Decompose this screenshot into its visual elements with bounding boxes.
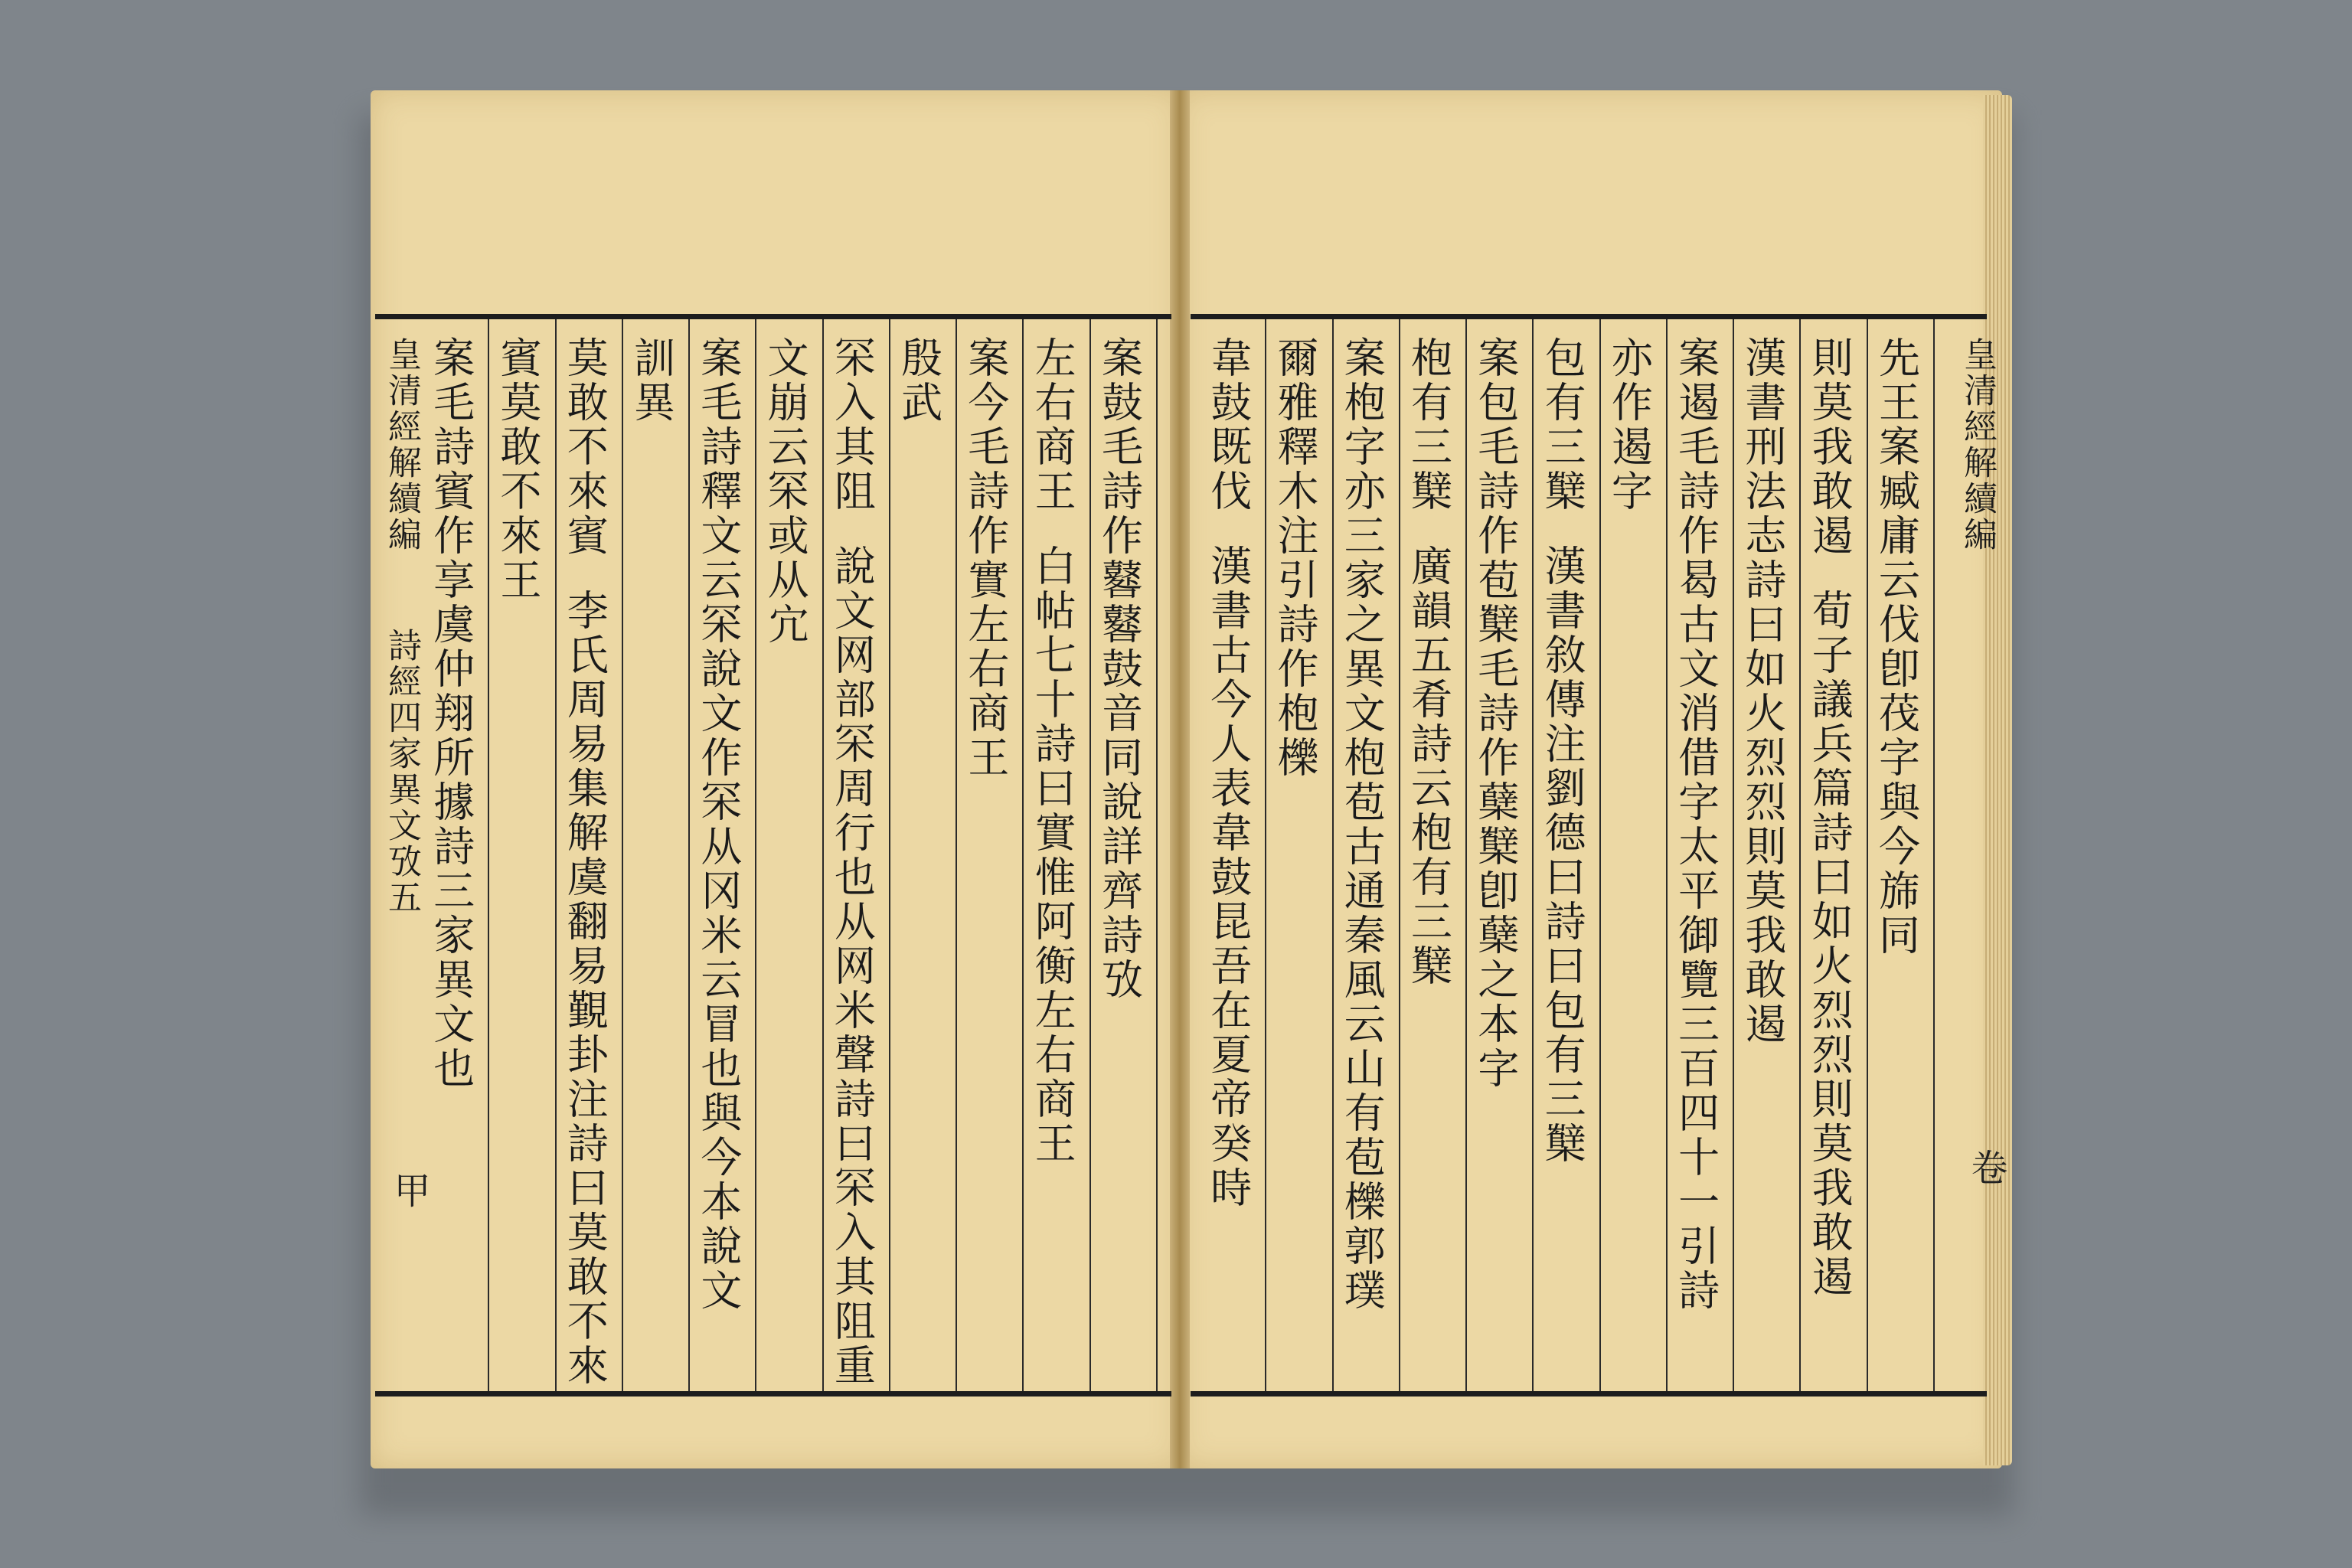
text-column [962, 336, 1008, 780]
column-rule [488, 319, 489, 1391]
column-text-main: 左右商王 [1028, 336, 1077, 514]
column-rule [956, 319, 957, 1391]
text-column [495, 336, 541, 603]
column-text-main: 包有三櫱 [1538, 336, 1587, 514]
column-text-main: 案毛詩賓作享虞仲翔所據詩三家異文也 [426, 336, 475, 1091]
left-margin-title: 皇清經解續編 [382, 337, 421, 553]
left-folio: 甲 [387, 1171, 430, 1208]
text-column [828, 336, 877, 1388]
right-folio: 卷 [1965, 1148, 2007, 1185]
column-text-main: 案鼓毛詩作鼛鼛鼓音同說詳齊詩攷 [1095, 336, 1144, 1002]
column-text-cited: 李氏周易集解虞翻易覲卦注詩曰莫敢不來 [560, 589, 609, 1388]
text-column [1029, 336, 1075, 1166]
column-rule [755, 319, 756, 1391]
text-column [428, 336, 474, 1091]
column-rule [889, 319, 890, 1391]
column-text-main: 案包毛詩作苞櫱毛詩作蘖櫱卽蘖之本字 [1471, 336, 1520, 1091]
column-rule [1022, 319, 1024, 1391]
column-text-main: 漢書刑法志詩曰如火烈烈則莫我敢遏 [1738, 336, 1787, 1047]
column-rule [1532, 319, 1534, 1391]
column-text-main: 爾雅釋木注引詩作枹櫟 [1271, 336, 1319, 780]
column-rule [1465, 319, 1467, 1391]
text-column [1272, 336, 1318, 780]
column-text-main: 先王案臧庸云伐卽茷字與今旆同 [1872, 336, 1921, 958]
text-column [695, 336, 741, 1313]
text-column [896, 336, 942, 425]
page-edges [1983, 95, 2012, 1465]
column-rule [555, 319, 557, 1391]
column-text-main: 莫敢不來賓 [560, 336, 609, 558]
text-column [1605, 336, 1654, 514]
text-column [762, 336, 808, 647]
column-text-main: 案遏毛詩作曷古文消借字太平御覽三百四十一引詩 [1671, 336, 1720, 1313]
text-column [1673, 336, 1719, 1313]
column-rule [822, 319, 824, 1391]
column-text-main: 案枹字亦三家之異文枹苞古通秦風云山有苞櫟郭璞 [1338, 336, 1387, 1313]
left-text-frame [375, 314, 1171, 1396]
column-rule [1265, 319, 1266, 1391]
text-column [561, 336, 607, 1388]
text-column [1338, 336, 1387, 1313]
column-rule [1867, 319, 1868, 1391]
book-gutter [1170, 90, 1190, 1468]
column-text-cited: 說文网部罙周行也从网米聲詩曰罙入其阻重 [828, 544, 877, 1388]
column-text-cited: 漢書古今人表韋鼓昆吾在夏帝癸時 [1204, 544, 1253, 1210]
text-column [1406, 336, 1452, 988]
column-rule [688, 319, 690, 1391]
column-rule [1399, 319, 1400, 1391]
column-rule [1799, 319, 1801, 1391]
text-column [1740, 336, 1785, 1047]
column-text-main: 訓異 [627, 336, 676, 425]
column-text-cited: 漢書敘傳注劉德曰詩曰包有三櫱 [1538, 544, 1587, 1166]
right-margin-title: 皇清經解續編 [1958, 337, 1997, 553]
column-text-main: 文崩云罙或从宂 [761, 336, 810, 647]
column-text-main: 殷武 [894, 336, 943, 425]
column-text-main: 韋鼓既伐 [1204, 336, 1253, 514]
column-rule [1733, 319, 1734, 1391]
column-rule [1599, 319, 1601, 1391]
text-column [1205, 336, 1251, 1210]
text-column [1806, 336, 1852, 1299]
column-text-cited: 白帖七十詩曰實惟阿衡左右商王 [1028, 544, 1077, 1166]
right-text-frame [1191, 314, 1987, 1396]
column-text-main: 枹有三櫱 [1404, 336, 1453, 514]
column-text-main: 則莫我敢遏 [1805, 336, 1854, 558]
column-rule [622, 319, 623, 1391]
column-text-main: 案今毛詩作實左右商王 [961, 336, 1010, 780]
column-text-main: 罙入其阻 [828, 336, 877, 514]
column-text-cited: 荀子議兵篇詩曰如火烈烈則莫我敢遏 [1805, 589, 1854, 1299]
text-column [629, 336, 675, 425]
column-text-main: 案毛詩釋文云罙說文作罙从冈米云冒也與今本說文 [694, 336, 743, 1313]
column-rule [1089, 319, 1091, 1391]
column-text-main: 賓莫敢不來王 [494, 336, 542, 603]
column-text-cited: 廣韻五肴詩云枹有三櫱 [1404, 544, 1453, 988]
text-column [1096, 336, 1142, 1002]
column-rule [1933, 319, 1935, 1391]
column-rule [1156, 319, 1158, 1391]
column-text-main: 亦作遏字 [1605, 336, 1654, 514]
column-rule [1666, 319, 1668, 1391]
text-column [1873, 336, 1919, 958]
left-margin-subtitle: 詩經四家異文攷五 [382, 628, 421, 916]
column-rule [1332, 319, 1334, 1391]
text-column [1472, 336, 1518, 1091]
text-column [1539, 336, 1585, 1166]
